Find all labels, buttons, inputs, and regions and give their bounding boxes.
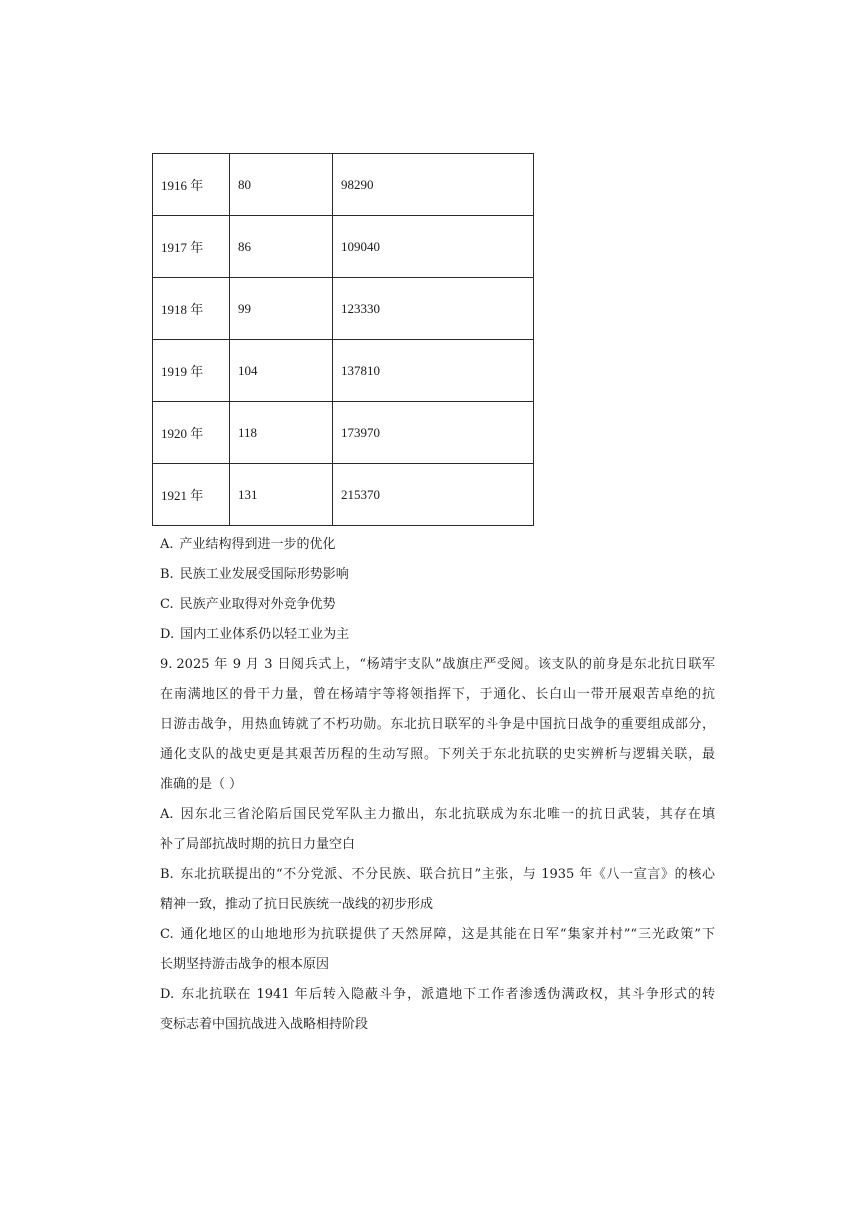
table-row xyxy=(153,340,534,402)
table-cell-count: 131 xyxy=(230,464,333,526)
option-line: 长期坚持游击战争的根本原因 xyxy=(160,957,330,972)
option-line: 变标志着中国抗战进入战略相持阶段 xyxy=(160,1017,369,1032)
question-number: 9. xyxy=(160,657,173,672)
option-letter: C. xyxy=(160,927,174,942)
option-text: 民族工业发展受国际形势影响 xyxy=(179,567,349,582)
option-text: 产业结构得到进一步的优化 xyxy=(179,537,336,552)
question-stem-line: 准确的是（ ） xyxy=(160,777,243,792)
option-text: 国内工业体系仍以轻工业为主 xyxy=(180,627,350,642)
option-letter: C. xyxy=(160,597,174,612)
table-row xyxy=(153,402,534,464)
table-cell-value: 137810 xyxy=(333,340,534,402)
option-text: 民族产业取得对外竞争优势 xyxy=(179,597,336,612)
option-letter: D. xyxy=(160,987,175,1002)
table-cell-year: 1917 年 xyxy=(153,216,230,278)
table-cell-count: 80 xyxy=(230,154,333,216)
option-line: 精神一致，推动了抗日民族统一战线的初步形成 xyxy=(160,897,434,912)
prev-option-b[interactable] xyxy=(160,560,715,590)
option-letter: B. xyxy=(160,567,174,582)
data-table xyxy=(152,153,534,526)
option-text: 因东北三省沦陷后国民党军队主力撤出，东北抗联成为东北唯一的抗日武装，其存在填 xyxy=(179,807,715,822)
question-stem-line: 日游击战争，用热血铸就了不朽功勋。东北抗日联军的斗争是中国抗日战争的重要组成部分， xyxy=(160,717,715,732)
question-content xyxy=(160,530,715,1040)
question-stem-line: 通化支队的战史更是其艰苦历程的生动写照。下列关于东北抗联的史实辨析与逻辑关联，最 xyxy=(160,747,715,762)
table-cell-value: 98290 xyxy=(333,154,534,216)
question-9-option-b[interactable] xyxy=(160,860,715,920)
table-cell-count: 99 xyxy=(230,278,333,340)
question-9-option-d[interactable] xyxy=(160,980,715,1040)
option-text: 通化地区的山地地形为抗联提供了天然屏障，这是其能在日军“集家并村”“三光政策”下 xyxy=(179,927,715,942)
prev-option-c[interactable] xyxy=(160,590,715,620)
table-cell-year: 1918 年 xyxy=(153,278,230,340)
option-letter: D. xyxy=(160,627,175,642)
option-line xyxy=(160,920,715,950)
option-letter: A. xyxy=(160,537,174,552)
question-stem-line: 在南满地区的骨干力量，曾在杨靖宇等将领指挥下，于通化、长白山一带开展艰苦卓绝的抗 xyxy=(160,687,715,702)
table-cell-year: 1920 年 xyxy=(153,402,230,464)
question-9-stem xyxy=(160,650,715,800)
option-letter: B. xyxy=(160,867,174,882)
table-row xyxy=(153,464,534,526)
prev-option-a[interactable] xyxy=(160,530,715,560)
table-cell-year: 1919 年 xyxy=(153,340,230,402)
question-9-option-c[interactable] xyxy=(160,920,715,980)
table-cell-value: 123330 xyxy=(333,278,534,340)
table-cell-count: 86 xyxy=(230,216,333,278)
option-letter: A. xyxy=(160,807,174,822)
table-cell-value: 109040 xyxy=(333,216,534,278)
table-cell-year: 1921 年 xyxy=(153,464,230,526)
option-line xyxy=(160,860,715,890)
question-9-option-a[interactable] xyxy=(160,800,715,860)
option-line: 补了局部抗战时期的抗日力量空白 xyxy=(160,837,356,852)
option-text: 东北抗联提出的“不分党派、不分民族、联合抗日”主张，与 1935 年《八一宣言》的核心 xyxy=(179,867,715,882)
question-stem-line xyxy=(160,650,715,680)
option-line xyxy=(160,980,715,1010)
table-cell-value: 173970 xyxy=(333,402,534,464)
table-cell-count: 118 xyxy=(230,402,333,464)
prev-option-d[interactable] xyxy=(160,620,715,650)
option-line xyxy=(160,800,715,830)
table-row xyxy=(153,278,534,340)
table-row xyxy=(153,216,534,278)
question-stem-text: 2025 年 9 月 3 日阅兵式上，“杨靖宇支队”战旗庄严受阅。该支队的前身是东北抗日联军 xyxy=(176,657,715,672)
table-cell-year: 1916 年 xyxy=(153,154,230,216)
table-row xyxy=(153,154,534,216)
option-text: 东北抗联在 1941 年后转入隐蔽斗争，派遣地下工作者渗透伪满政权，其斗争形式的转 xyxy=(180,987,715,1002)
table-cell-value: 215370 xyxy=(333,464,534,526)
table-cell-count: 104 xyxy=(230,340,333,402)
